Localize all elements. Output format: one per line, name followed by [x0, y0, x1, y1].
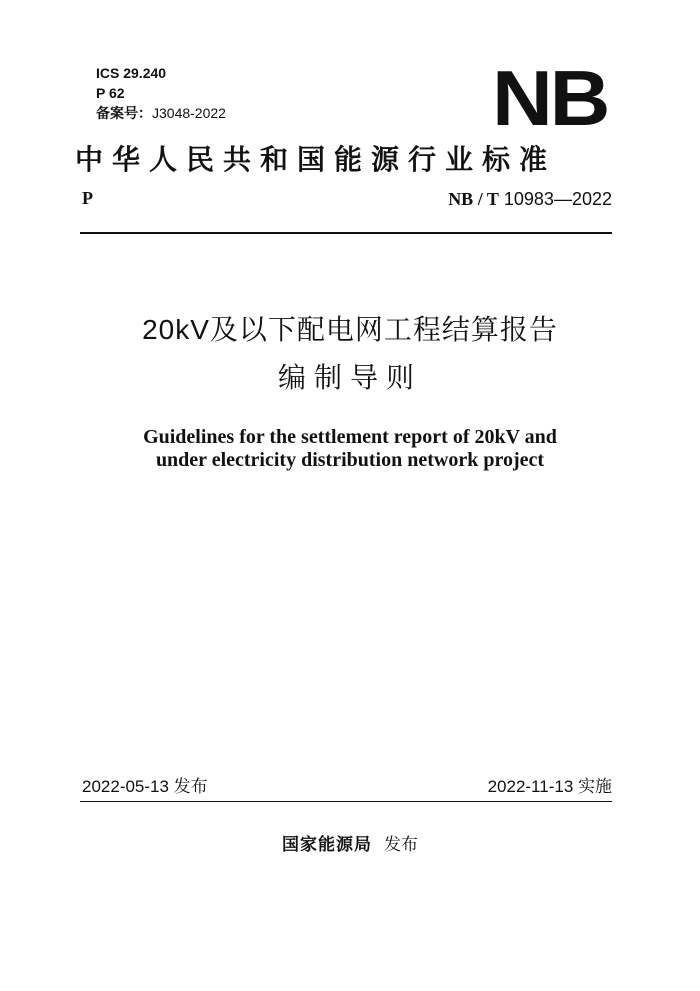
standard-number-value: 10983—2022 [503, 189, 612, 209]
filing-label: 备案号： [96, 105, 152, 121]
issuer-organization: 国家能源局 [282, 835, 372, 855]
issuer-line [0, 834, 700, 856]
top-divider [80, 232, 612, 234]
bottom-divider [80, 801, 612, 802]
ics-code: ICS 29.240 [96, 65, 167, 81]
title-en-line2: under electricity distribution network project [155, 449, 545, 471]
nb-logo: NB [492, 54, 608, 142]
ccs-code: P 62 [96, 85, 125, 101]
standard-number [448, 188, 612, 210]
category-letter: P [82, 188, 93, 208]
standard-number-prefix: NB / T [448, 189, 499, 209]
standard-name: 中华人民共和国能源行业标准 [75, 143, 557, 176]
publish-date: 2022-05-13 发布 [82, 777, 208, 796]
filing-number-line [96, 104, 226, 122]
issuer-action: 发布 [384, 835, 418, 854]
title-cn-line1: 20kV及以下配电网工程结算报告 [142, 314, 558, 345]
filing-number: J3048-2022 [152, 105, 226, 121]
title-en-line1: Guidelines for the settlement report of 20kV and [143, 426, 557, 448]
title-cn-line2: 编制导则 [277, 362, 422, 393]
implementation-date: 2022-11-13 实施 [487, 777, 612, 796]
